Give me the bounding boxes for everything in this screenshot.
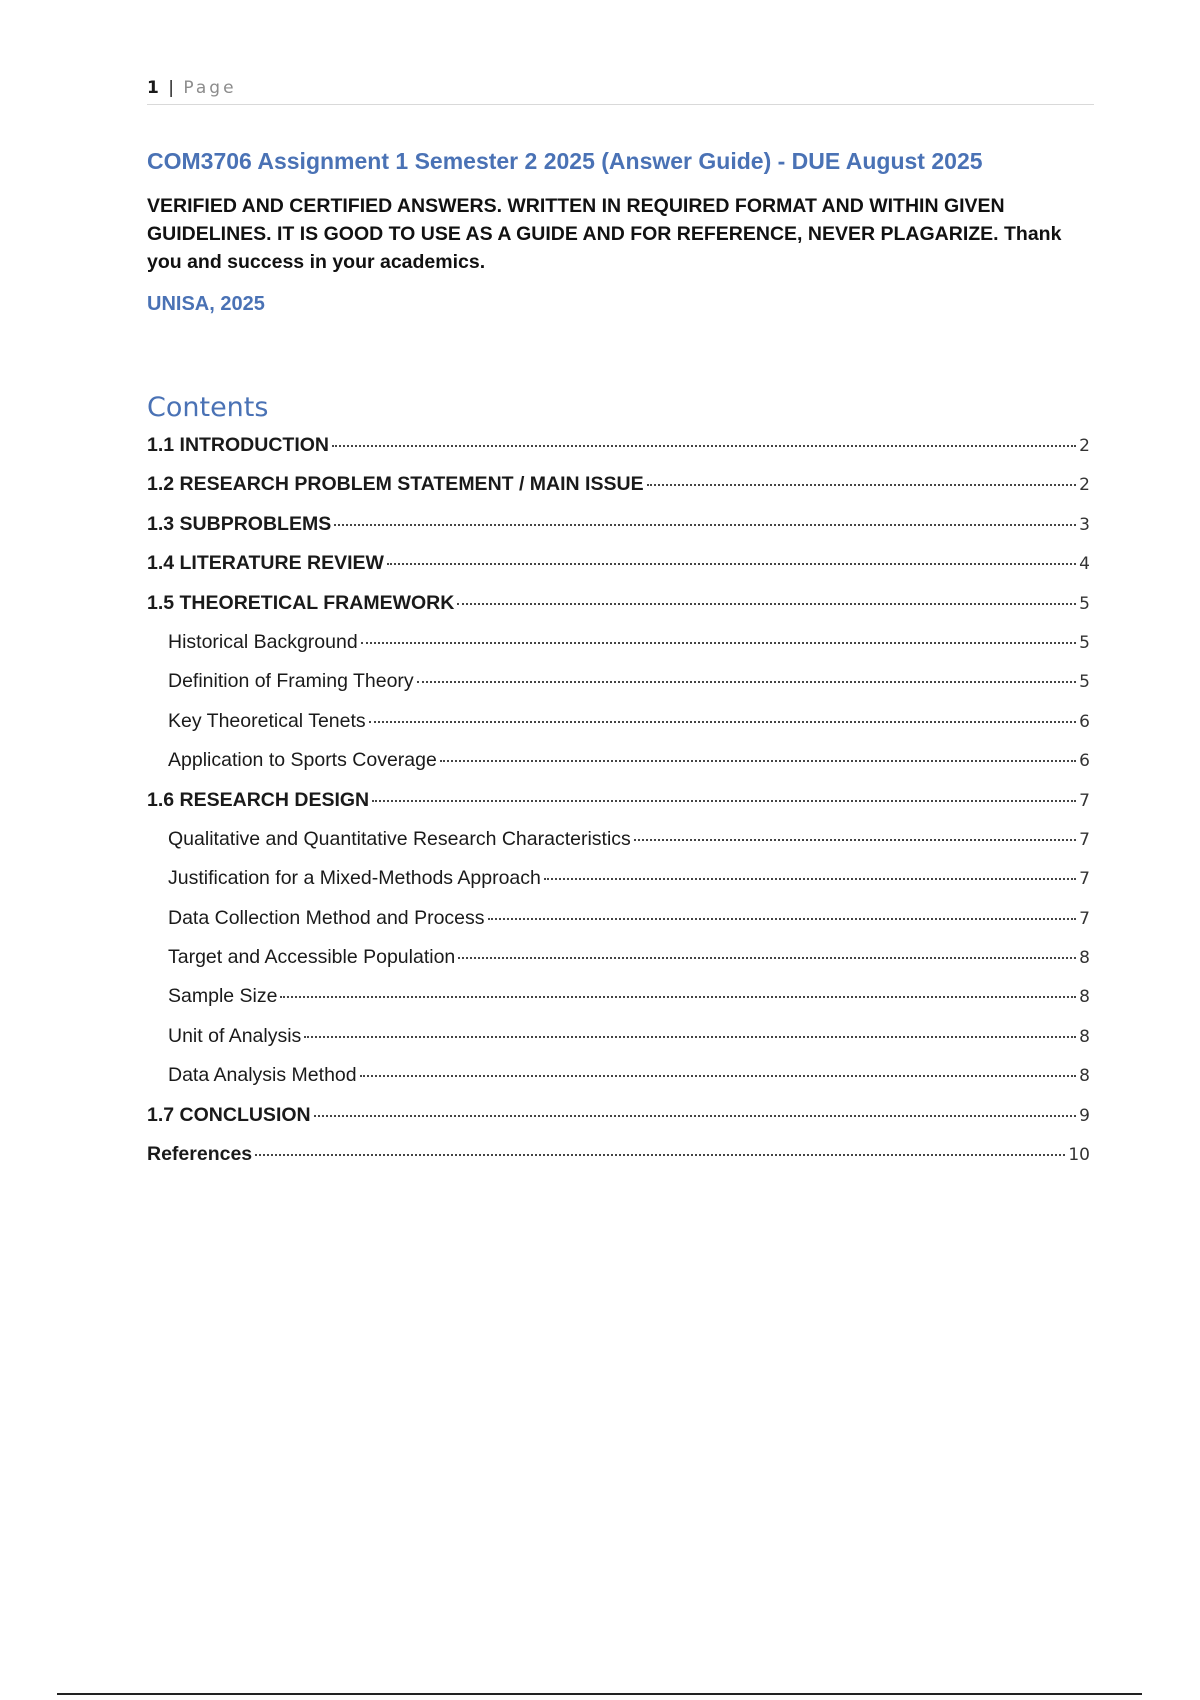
toc-entry-title: 1.7 CONCLUSION [147, 1103, 311, 1126]
toc-page-number: 3 [1079, 514, 1090, 535]
toc-dot-leader [280, 996, 1076, 998]
toc-entry-conclusion[interactable] [147, 1096, 1090, 1135]
toc-dot-leader [440, 760, 1076, 762]
toc-entry-title: Key Theoretical Tenets [168, 709, 366, 732]
toc-page-number: 7 [1079, 829, 1090, 850]
toc-entry-subproblems[interactable] [147, 505, 1090, 544]
bottom-divider [57, 1693, 1142, 1695]
page-number: 1 [147, 78, 159, 98]
contents-heading: Contents [147, 392, 269, 423]
toc-entry-title: Unit of Analysis [168, 1024, 302, 1047]
toc-entry-title: 1.2 RESEARCH PROBLEM STATEMENT / MAIN ISSUE [147, 473, 644, 496]
toc-dot-leader [458, 957, 1076, 959]
toc-dot-leader [332, 445, 1076, 447]
toc-entry-title: Qualitative and Quantitative Research Characteristics [168, 827, 631, 850]
toc-page-number: 5 [1079, 593, 1090, 614]
toc-entry-title: 1.1 INTRODUCTION [147, 434, 330, 456]
toc-page-number: 9 [1079, 1105, 1090, 1126]
toc-entry-references[interactable] [147, 1135, 1090, 1174]
table-of-contents [147, 426, 1090, 1174]
toc-page-number: 6 [1079, 751, 1090, 772]
toc-entry-population[interactable] [147, 938, 1090, 977]
toc-entry-sample-size[interactable] [147, 977, 1090, 1016]
toc-entry-title: Historical Background [168, 630, 358, 653]
toc-dot-leader [369, 721, 1077, 723]
toc-entry-unit-of-analysis[interactable] [147, 1017, 1090, 1056]
toc-page-number: 8 [1079, 987, 1090, 1008]
toc-page-number: 10 [1068, 1145, 1090, 1166]
page-label: Page [183, 78, 237, 98]
toc-entry-title: Sample Size [168, 985, 278, 1008]
toc-dot-leader [417, 681, 1077, 683]
toc-dot-leader [360, 1075, 1077, 1077]
page-header [147, 76, 1094, 105]
toc-entry-title: 1.6 RESEARCH DESIGN [147, 788, 370, 811]
toc-page-number: 7 [1079, 790, 1090, 811]
toc-page-number: 4 [1079, 554, 1090, 575]
toc-entry-title: Application to Sports Coverage [168, 749, 437, 772]
toc-entry-title: Data Collection Method and Process [168, 906, 485, 929]
document-title: COM3706 Assignment 1 Semester 2 2025 (Answer Guide) - DUE August 2025 [147, 148, 983, 174]
toc-dot-leader [372, 800, 1076, 802]
toc-page-number: 8 [1079, 1066, 1090, 1087]
toc-entry-title: 1.5 THEORETICAL FRAMEWORK [147, 591, 455, 614]
toc-entry-data-analysis[interactable] [147, 1056, 1090, 1095]
institution-year: UNISA, 2025 [147, 293, 265, 315]
toc-entry-research-characteristics[interactable] [147, 820, 1090, 859]
toc-entry-title: Definition of Framing Theory [168, 670, 414, 693]
toc-entry-literature-review[interactable] [147, 544, 1090, 583]
toc-entry-title: Justification for a Mixed-Methods Approach [168, 867, 541, 890]
toc-dot-leader [488, 918, 1077, 920]
toc-entry-framing-theory[interactable] [147, 662, 1090, 701]
toc-entry-theoretical-framework[interactable] [147, 584, 1090, 623]
toc-dot-leader [304, 1036, 1076, 1038]
toc-entry-title: References [147, 1143, 253, 1166]
toc-entry-mixed-methods[interactable] [147, 859, 1090, 898]
toc-page-number: 6 [1079, 711, 1090, 732]
toc-page-number: 7 [1079, 869, 1090, 890]
toc-entry-title: 1.4 LITERATURE REVIEW [147, 552, 384, 575]
toc-dot-leader [634, 839, 1076, 841]
toc-entry-sports-coverage[interactable] [147, 741, 1090, 780]
toc-entry-research-problem[interactable] [147, 465, 1090, 504]
toc-page-number: 7 [1079, 908, 1090, 929]
toc-entry-title: Data Analysis Method [168, 1064, 357, 1087]
toc-dot-leader [334, 524, 1076, 526]
toc-dot-leader [387, 563, 1076, 565]
toc-entry-title: Target and Accessible Population [168, 946, 456, 969]
disclaimer-text: VERIFIED AND CERTIFIED ANSWERS. WRITTEN IN REQUIRED FORMAT AND WITHIN GIVEN GUIDELINES. IT IS GOOD TO USE AS A GUIDE AND FOR REFERENCE, NEVER PLAGARIZE. Thank you and success in your academics. [147, 195, 1062, 273]
toc-dot-leader [457, 603, 1076, 605]
toc-entry-historical-background[interactable] [147, 623, 1090, 662]
toc-dot-leader [647, 484, 1077, 486]
toc-entry-title: 1.3 SUBPROBLEMS [147, 512, 332, 535]
toc-dot-leader [544, 878, 1076, 880]
toc-page-number: 8 [1079, 948, 1090, 969]
toc-page-number: 2 [1079, 475, 1090, 496]
toc-dot-leader [255, 1154, 1065, 1156]
toc-entry-research-design[interactable] [147, 781, 1090, 820]
toc-dot-leader [314, 1115, 1077, 1117]
toc-page-number: 8 [1079, 1026, 1090, 1047]
toc-entry-data-collection[interactable] [147, 899, 1090, 938]
toc-page-number: 5 [1079, 632, 1090, 653]
toc-entry-key-tenets[interactable] [147, 702, 1090, 741]
toc-page-number: 5 [1079, 672, 1090, 693]
page-separator: | [168, 78, 174, 98]
toc-page-number: 2 [1079, 436, 1090, 456]
toc-entry-introduction[interactable] [147, 426, 1090, 465]
toc-dot-leader [361, 642, 1077, 644]
